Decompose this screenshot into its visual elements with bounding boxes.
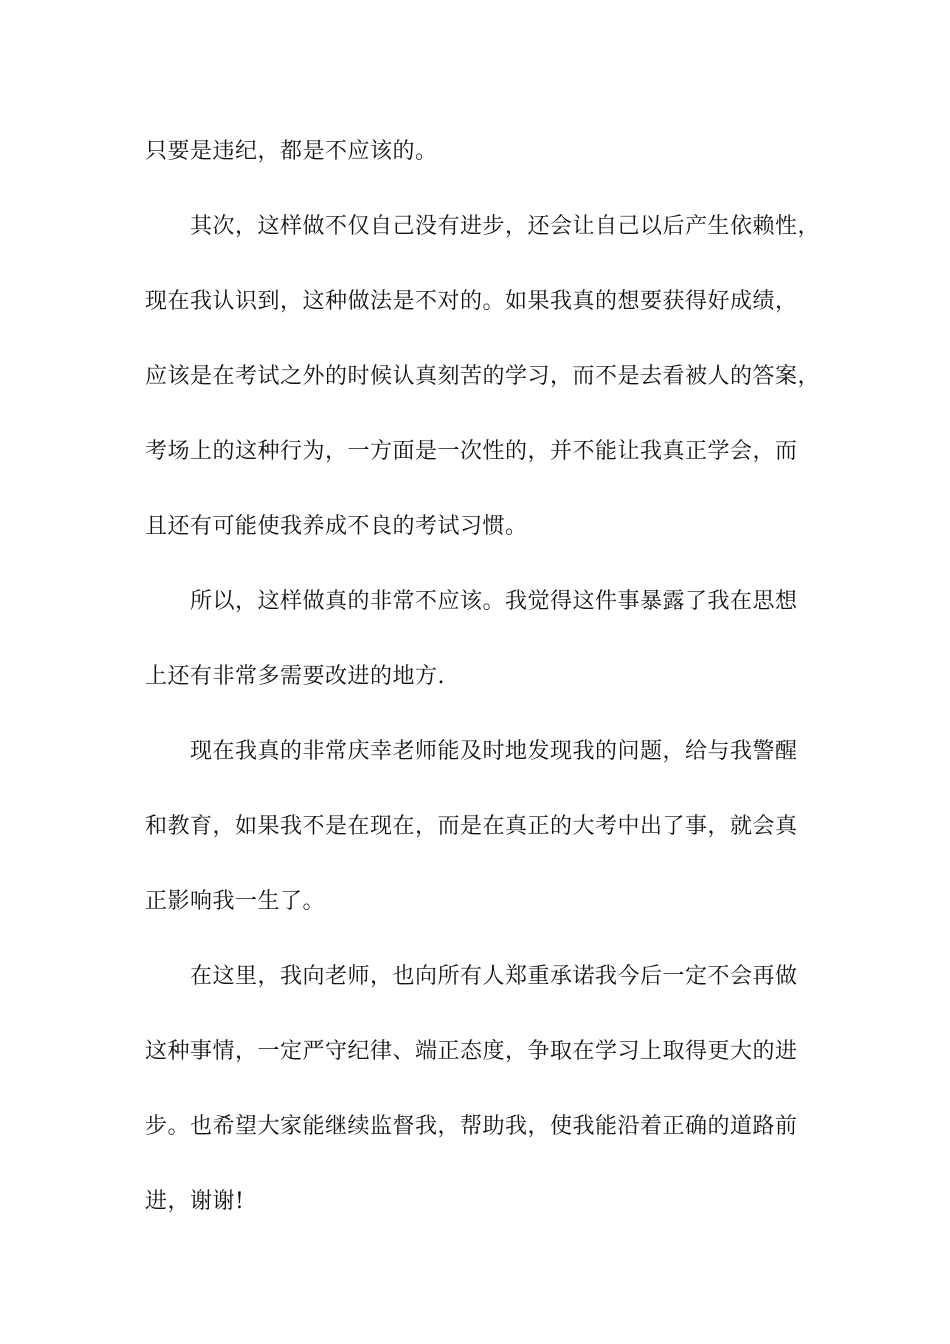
text-line: 步。也希望大家能继续监督我，帮助我，使我能沿着正确的道路前 bbox=[145, 1114, 798, 1139]
text-line: 只要是违纪，都是不应该的。 bbox=[145, 139, 438, 164]
text-line: 正影响我一生了。 bbox=[145, 889, 326, 914]
text-line: 这种事情，一定严守纪律、端正态度，争取在学习上取得更大的进 bbox=[145, 1039, 798, 1064]
paragraph-first-line: 在这里，我向老师，也向所有人郑重承诺我今后一定不会再做 bbox=[190, 964, 798, 989]
paragraph-first-line: 所以，这样做真的非常不应该。我觉得这件事暴露了我在思想 bbox=[190, 589, 798, 614]
paragraph-first-line: 现在我真的非常庆幸老师能及时地发现我的问题，给与我警醒 bbox=[190, 739, 798, 764]
text-line: 进，谢谢! bbox=[145, 1189, 245, 1214]
text-line: 现在我认识到，这种做法是不对的。如果我真的想要获得好成绩， bbox=[145, 289, 798, 314]
text-line: 上还有非常多需要改进的地方. bbox=[145, 664, 445, 689]
text-line: 考场上的这种行为，一方面是一次性的，并不能让我真正学会，而 bbox=[145, 439, 798, 464]
text-line: 应该是在考试之外的时候认真刻苦的学习，而不是去看被人的答案， bbox=[145, 364, 821, 389]
text-line: 且还有可能使我养成不良的考试习惯。 bbox=[145, 514, 528, 539]
paragraph-first-line: 其次，这样做不仅自己没有进步，还会让自己以后产生依赖性， bbox=[190, 214, 821, 239]
text-line: 和教育，如果我不是在现在，而是在真正的大考中出了事，就会真 bbox=[145, 814, 798, 839]
